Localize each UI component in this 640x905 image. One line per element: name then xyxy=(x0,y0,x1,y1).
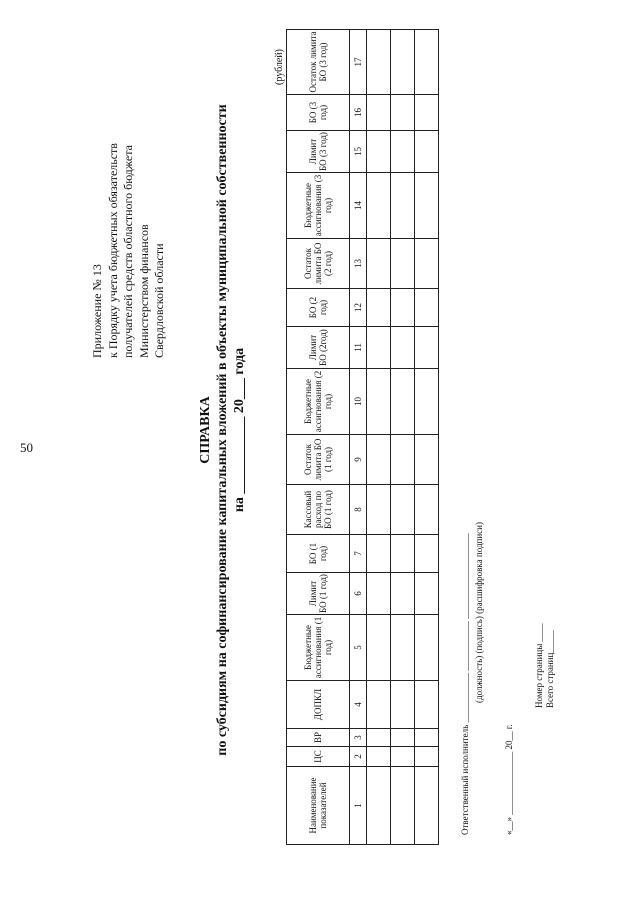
column-number: 7 xyxy=(350,535,367,573)
column-number: 13 xyxy=(350,239,367,289)
column-number: 9 xyxy=(350,435,367,485)
table-cell xyxy=(391,435,415,485)
document-subtitle: по субсидиям на софинансирование капитальных вложений в объекты муниципальной собственности xyxy=(215,104,230,756)
column-number: 10 xyxy=(350,369,367,435)
table-cell xyxy=(367,485,391,535)
table-cell xyxy=(367,535,391,573)
document-title: СПРАВКА xyxy=(198,396,213,464)
column-number: 15 xyxy=(350,131,367,173)
table-cell xyxy=(415,289,439,327)
executor-signature-line: Ответственный исполнитель ___________ ___________ ___________________ xyxy=(460,533,470,835)
table-cell xyxy=(391,95,415,131)
table-row xyxy=(391,30,415,845)
table-cell xyxy=(391,729,415,747)
header-cell: ВР xyxy=(287,729,350,747)
table-cell xyxy=(367,131,391,173)
table-cell xyxy=(367,30,391,95)
table-cell xyxy=(391,289,415,327)
page-number: 50 xyxy=(20,440,33,455)
table-cell xyxy=(367,573,391,615)
table-cell xyxy=(415,615,439,681)
header-cell: БО (2 год) xyxy=(287,289,350,327)
appendix-line: Приложение № 13 xyxy=(90,264,104,358)
column-number: 6 xyxy=(350,573,367,615)
table-cell xyxy=(415,485,439,535)
column-number: 12 xyxy=(350,289,367,327)
header-cell: Бюджетные ассигнования (1 год) xyxy=(287,615,350,681)
rotated-document xyxy=(20,0,620,870)
header-cell: Лимит БО (2год) xyxy=(287,327,350,369)
table-cell xyxy=(415,535,439,573)
table-cell xyxy=(367,327,391,369)
table-cell xyxy=(415,95,439,131)
header-cell: Остаток лимита БО (1 год) xyxy=(287,435,350,485)
table-cell xyxy=(391,535,415,573)
column-number: 5 xyxy=(350,615,367,681)
units-label: (рублей) xyxy=(274,48,285,85)
appendix-line: получателей средств областного бюджета xyxy=(121,145,135,358)
table-cell xyxy=(415,573,439,615)
table-cell xyxy=(367,435,391,485)
table-cell xyxy=(367,747,391,767)
signature-date: «__» ______________ 20__ г. xyxy=(504,724,514,835)
appendix-line: Министерством финансов xyxy=(136,224,151,358)
column-number: 14 xyxy=(350,173,367,239)
header-cell: Бюджетные ассигнования (2 год) xyxy=(287,369,350,435)
column-number: 17 xyxy=(350,30,367,95)
table-cell xyxy=(391,615,415,681)
table-cell xyxy=(391,327,415,369)
table-cell xyxy=(391,767,415,845)
table-row xyxy=(415,30,439,845)
column-number-row xyxy=(350,30,367,845)
table-cell xyxy=(367,173,391,239)
table-cell xyxy=(367,95,391,131)
header-cell: Лимит БО (1 год) xyxy=(287,573,350,615)
table-cell xyxy=(415,681,439,729)
table-cell xyxy=(391,681,415,729)
header-cell: ЦС xyxy=(287,747,350,767)
header-cell: Лимит БО (3 год) xyxy=(287,131,350,173)
header-cell: БО (1 год) xyxy=(287,535,350,573)
header-cell: Остаток лимита БО (2 год) xyxy=(287,239,350,289)
column-number: 4 xyxy=(350,681,367,729)
appendix-line: к Порядку учета бюджетных обязательств xyxy=(105,143,120,358)
table-cell xyxy=(367,681,391,729)
table-cell xyxy=(367,289,391,327)
table-cell xyxy=(415,435,439,485)
table-cell xyxy=(391,30,415,95)
table-cell xyxy=(391,173,415,239)
table-cell xyxy=(367,729,391,747)
table-cell xyxy=(367,369,391,435)
signature-captions: (должность) (подпись) (расшифровка подписи) xyxy=(474,522,484,703)
column-number: 11 xyxy=(350,327,367,369)
header-cell: ДОПКЛ xyxy=(287,681,350,729)
column-number: 1 xyxy=(350,767,367,845)
table-cell xyxy=(415,327,439,369)
total-pages-field: Всего страниц_____ xyxy=(545,630,555,708)
header-cell: Кассовый расход по БО (1 год) xyxy=(287,485,350,535)
appendix-note xyxy=(90,58,168,358)
table-cell xyxy=(391,239,415,289)
table-row xyxy=(367,30,391,845)
table-cell xyxy=(415,729,439,747)
header-cell: БО (3 год) xyxy=(287,95,350,131)
table-cell xyxy=(415,131,439,173)
header-cell: Бюджетные ассигнования (3 год) xyxy=(287,173,350,239)
table-cell xyxy=(391,369,415,435)
subsidy-table xyxy=(286,29,439,845)
table-cell xyxy=(415,173,439,239)
table-cell xyxy=(391,131,415,173)
table-cell xyxy=(391,573,415,615)
column-number: 8 xyxy=(350,485,367,535)
table-cell xyxy=(367,615,391,681)
table-cell xyxy=(415,767,439,845)
column-number: 2 xyxy=(350,747,367,767)
table-cell xyxy=(391,747,415,767)
table-cell xyxy=(391,485,415,535)
table-cell xyxy=(415,30,439,95)
header-row xyxy=(287,30,350,845)
table-cell xyxy=(415,747,439,767)
header-cell: Остаток лимита БО (3 год) xyxy=(287,30,350,95)
document-date-line: на ___________ 20___ года xyxy=(232,347,247,513)
table-cell xyxy=(415,369,439,435)
column-number: 3 xyxy=(350,729,367,747)
table-cell xyxy=(415,239,439,289)
table-cell xyxy=(367,239,391,289)
page-number-field: Номер страницы ____ xyxy=(534,623,544,708)
column-number: 16 xyxy=(350,95,367,131)
table-cell xyxy=(367,767,391,845)
appendix-line: Свердловской области xyxy=(152,243,166,358)
header-cell: Наименование показателей xyxy=(287,767,350,845)
